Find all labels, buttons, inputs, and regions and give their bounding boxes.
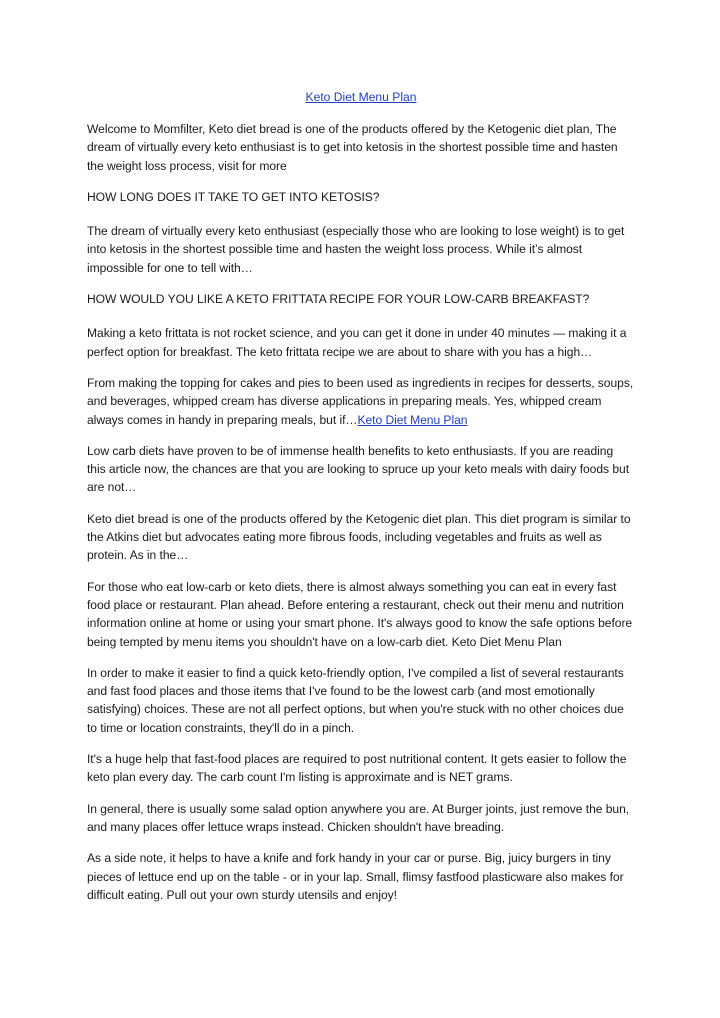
paragraph-salad: In general, there is usually some salad option anywhere you are. At Burger joints, just remove the bun, and many places offer lettuce wraps instead. Chicken shouldn't have breading. [87, 801, 630, 834]
inline-menu-plan-link[interactable]: Keto Diet Menu Plan [357, 412, 468, 427]
paragraph-keto-bread: Keto diet bread is one of the products offered by the Ketogenic diet plan. This diet program is similar to the Atkins diet but advocates eating more fibrous foods, including vegetables and fruits as well as protein. As in the… [87, 511, 631, 563]
heading-frittata: HOW WOULD YOU LIKE A KETO FRITTATA RECIPE FOR YOUR LOW-CARB BREAKFAST? [87, 292, 590, 307]
paragraph-utensils: As a side note, it helps to have a knife and fork handy in your car or purse. Big, juicy burgers in tiny pieces of lettuce end up on the table - or in your lap. Small, flimsy fastfood plasticware also makes for difficult eating. Pull out your own sturdy utensils and enjoy! [87, 851, 624, 902]
paragraph-fast-food: For those who eat low-carb or keto diets, there is almost always something you can eat in every fast food place or restaurant. Plan ahead. Before entering a restaurant, check out their menu and nutrition information online at home or using your smart phone. It's always good to know the safe options before being tempted by menu items you shouldn't have on a low-carb diet. Keto Diet Menu Plan [87, 579, 633, 649]
paragraph-whipped-cream [87, 374, 635, 429]
paragraph-ketosis: The dream of virtually every keto enthusiast (especially those who are looking to lose weight) is to get into ketosis in the shortest possible time and hasten the weight loss process. While it’s almost impossible for one to tell with… [87, 224, 625, 275]
title-container [87, 87, 635, 107]
paragraph-nutrition: It's a huge help that fast-food places are required to post nutritional content. It gets easier to follow the keto plan every day. The carb count I'm listing is approximate and is NET grams. [87, 752, 627, 785]
paragraph-frittata: Making a keto frittata is not rocket science, and you can get it done in under 40 minutes — making it a perfect option for breakfast. The keto frittata recipe we are about to share with you has a high… [87, 326, 627, 359]
paragraph-low-carb: Low carb diets have proven to be of immense health benefits to keto enthusiasts. If you are reading this article now, the chances are that you are looking to spruce up your keto meals with dairy foods but are not… [87, 443, 630, 495]
paragraph-welcome: Welcome to Momfilter, Keto diet bread is one of the products offered by the Ketogenic diet plan, The dream of virtually every keto enthusiast is to get into ketosis in the shortest possible time and hasten the weight loss process, visit for more [87, 122, 618, 173]
whipped-cream-text: From making the topping for cakes and pies to been used as ingredients in recipes for desserts, soups, and beverages, whipped cream has diverse applications in preparing meals. Yes, whipped cream always comes in handy in preparing meals, but if… [87, 375, 634, 427]
document-page [87, 87, 635, 917]
paragraph-restaurant-list: In order to make it easier to find a quick keto-friendly option, I've compiled a list of several restaurants and fast food places and those items that I've found to be the lowest carb (and most emotionally satisfying) choices. These are not all perfect options, but when you're stuck with no other choices due to time or location constraints, they'll do in a pinch. [87, 665, 624, 735]
heading-ketosis-time: HOW LONG DOES IT TAKE TO GET INTO KETOSIS? [87, 189, 380, 204]
title-link[interactable]: Keto Diet Menu Plan [305, 90, 417, 104]
